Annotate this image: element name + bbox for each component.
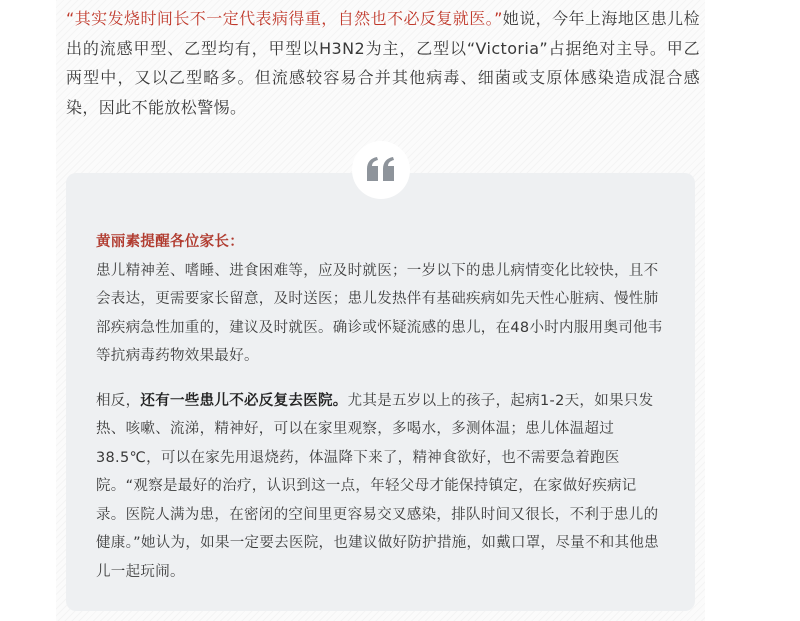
quote-card-heading: 黄丽素提醒各位家长： bbox=[96, 234, 244, 250]
intro-red-quote: “其实发烧时间长不一定代表病得重，自然也不必反复就医。” bbox=[66, 9, 503, 28]
quote-badge bbox=[352, 141, 410, 199]
article-body bbox=[56, 0, 705, 621]
quote-card bbox=[66, 173, 695, 611]
paragraph-2-lead: 相反， bbox=[96, 392, 141, 409]
quote-card-content bbox=[96, 228, 666, 586]
quote-icon bbox=[365, 155, 397, 183]
quote-card-paragraph-2 bbox=[96, 387, 666, 587]
intro-paragraph bbox=[66, 4, 700, 122]
paragraph-2-bold: 还有一些患儿不必反复去医院。 bbox=[140, 392, 348, 409]
quote-card-paragraph-1: 患儿精神差、嗜睡、进食困难等，应及时就医；一岁以下的患儿病情变化比较快，且不会表达，更需要家长留意，及时送医；患儿发热伴有基础疾病如先天性心脏病、慢性肺部疾病急性加重的，建议及时就医。确诊或怀疑流感的患儿，在48小时内服用奥司他韦等抗病毒药物效果最好。 bbox=[96, 262, 663, 364]
paragraph-2-rest: 尤其是五岁以上的孩子，起病1-2天，如果只发热、咳嗽、流涕，精神好，可以在家里观察，多喝水，多测体温；患儿体温超过38.5℃，可以在家先用退烧药，体温降下来了，精神食欲好，也不需要急着跑医院。“观察是最好的治疗，认识到这一点，年轻父母才能保持镇定，在家做好疾病记录。医院人满为患，在密闭的空间里更容易交叉感染，排队时间又很长，不利于患儿的健康。”她认为，如果一定要去医院，也建议做好防护措施，如戴口罩，尽量不和其他患儿一起玩闹。 bbox=[96, 392, 659, 580]
intro-text: 她说，今年上海地区患儿检出的流感甲型、乙型均有，甲型以H3N2为主，乙型以“Victoria”占据绝对主导。甲乙两型中，又以乙型略多。但流感较容易合并其他病毒、细菌或支原体感染造成混合感染，因此不能放松警惕。 bbox=[66, 9, 700, 117]
